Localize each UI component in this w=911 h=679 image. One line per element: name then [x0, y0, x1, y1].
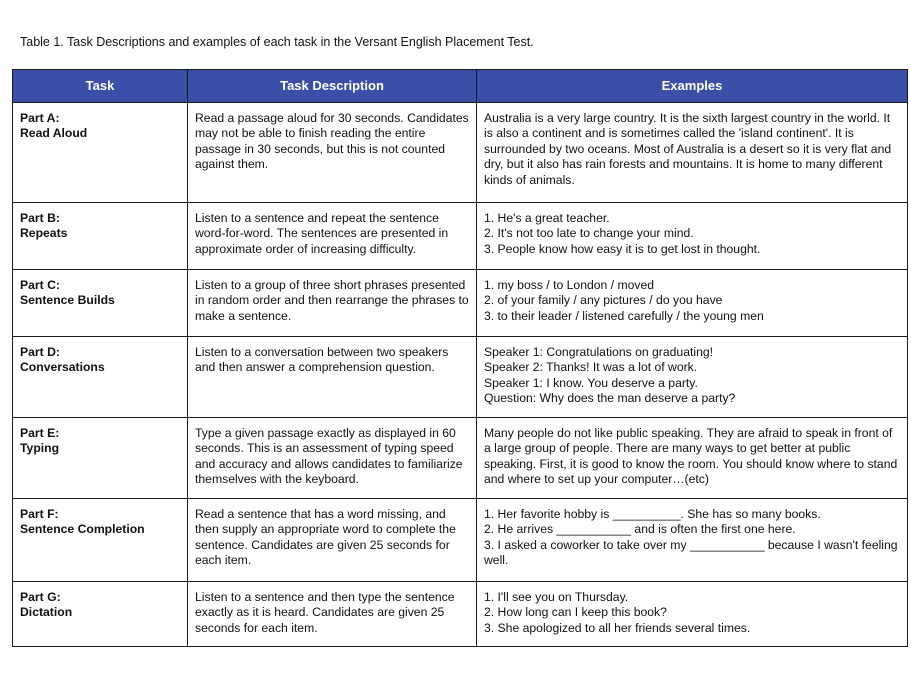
example-line: 1. Her favorite hobby is __________. She has so many books. [484, 507, 821, 521]
example-line: Many people do not like public speaking. They are afraid to speak in front of a large group of people. There are many ways to get better at public speaking. First, it is good to know the room. You should know where to stand and where to set up your computer…(etc) [484, 426, 898, 487]
task-table [12, 69, 908, 647]
example-line: 1. my boss / to London / moved [484, 278, 655, 292]
examples-cell [477, 337, 908, 418]
example-line: Speaker 1: I know. You deserve a party. [484, 375, 698, 390]
table-caption: Table 1. Task Descriptions and examples of each task in the Versant English Placement Test. [20, 35, 534, 49]
task-cell [13, 103, 188, 203]
task-cell [13, 270, 188, 337]
task-part: Part D: [20, 345, 60, 359]
table-row [13, 418, 908, 499]
table-row [13, 337, 908, 418]
description-cell: Type a given passage exactly as displayed in 60 seconds. This is an assessment of typing speed and accuracy and allows candidates to familiarize themselves with the keyboard. [188, 418, 477, 499]
task-cell [13, 203, 188, 270]
examples-cell [477, 499, 908, 582]
task-name: Typing [20, 441, 60, 456]
example-line: Question: Why does the man deserve a party? [484, 391, 736, 406]
task-part: Part A: [20, 111, 60, 125]
task-part: Part E: [20, 426, 60, 440]
header-task: Task [13, 70, 188, 103]
example-line: 3. I asked a coworker to take over my ___________ because I wasn't feeling well. [484, 537, 898, 568]
examples-cell [477, 582, 908, 647]
example-line: Australia is a very large country. It is the sixth largest country in the world. It is also a continent and is sometimes called the 'island continent'. It is surrounded by two oceans. Most of Australia is a desert so it is very flat and dry, but it also has rain forests and mountains. It is home to many different kinds of animals. [484, 111, 892, 187]
example-line: 1. He's a great teacher. [484, 211, 610, 225]
header-description: Task Description [188, 70, 477, 103]
example-line: 1. I'll see you on Thursday. [484, 590, 629, 604]
table-row [13, 103, 908, 203]
example-line: 3. to their leader / listened carefully / the young men [484, 308, 764, 323]
task-name: Conversations [20, 360, 105, 375]
examples-cell [477, 418, 908, 499]
example-line: 2. of your family / any pictures / do you have [484, 293, 723, 308]
task-part: Part C: [20, 278, 60, 292]
example-line: Speaker 2: Thanks! It was a lot of work. [484, 360, 698, 375]
task-name: Repeats [20, 226, 68, 241]
task-name: Sentence Builds [20, 293, 115, 308]
description-cell: Read a sentence that has a word missing, and then supply an appropriate word to complete the sentence. Candidates are given 25 seconds for each item. [188, 499, 477, 582]
table-row [13, 499, 908, 582]
header-examples: Examples [477, 70, 908, 103]
example-line: 2. It's not too late to change your mind. [484, 226, 694, 241]
description-cell: Listen to a sentence and then type the sentence exactly as it is heard. Candidates are given 25 seconds for each item. [188, 582, 477, 647]
task-part: Part F: [20, 507, 59, 521]
task-cell [13, 582, 188, 647]
task-name: Sentence Completion [20, 522, 145, 537]
table-row [13, 203, 908, 270]
task-cell [13, 337, 188, 418]
description-cell: Listen to a group of three short phrases presented in random order and then rearrange the phrases to make a sentence. [188, 270, 477, 337]
examples-cell [477, 270, 908, 337]
examples-cell [477, 203, 908, 270]
example-line: Speaker 1: Congratulations on graduating! [484, 345, 714, 359]
example-line: 2. He arrives ___________ and is often the first one here. [484, 522, 796, 537]
examples-cell [477, 103, 908, 203]
example-line: 3. People know how easy it is to get lost in thought. [484, 241, 761, 256]
example-line: 3. She apologized to all her friends several times. [484, 620, 751, 635]
example-line: 2. How long can I keep this book? [484, 605, 667, 620]
description-cell: Listen to a conversation between two speakers and then answer a comprehension question. [188, 337, 477, 418]
task-name: Read Aloud [20, 126, 88, 141]
description-cell: Read a passage aloud for 30 seconds. Candidates may not be able to finish reading the entire passage in 30 seconds, but this is not counted against them. [188, 103, 477, 203]
task-cell [13, 418, 188, 499]
task-part: Part B: [20, 211, 60, 225]
task-part: Part G: [20, 590, 61, 604]
task-cell [13, 499, 188, 582]
table-row [13, 582, 908, 647]
description-cell: Listen to a sentence and repeat the sentence word-for-word. The sentences are presented in approximate order of increasing difficulty. [188, 203, 477, 270]
header-row [13, 70, 908, 103]
table-row [13, 270, 908, 337]
task-name: Dictation [20, 605, 73, 620]
